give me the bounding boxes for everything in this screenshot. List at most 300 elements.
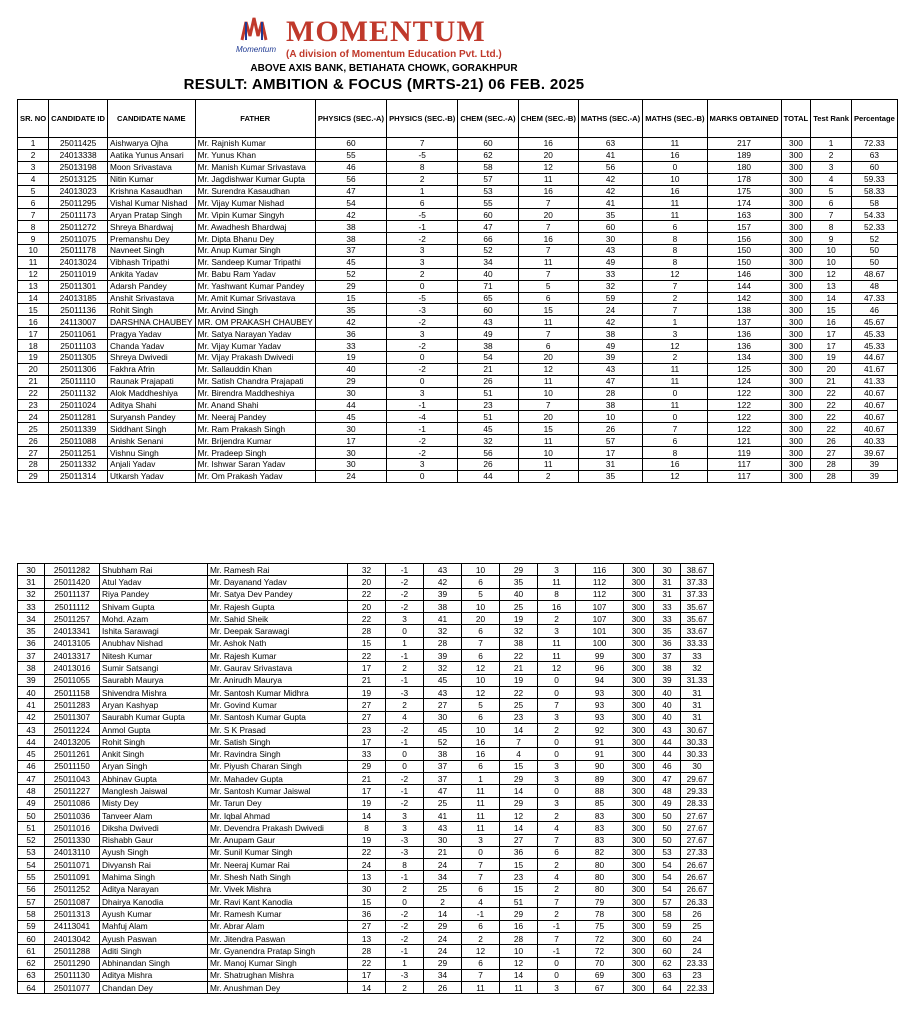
table-cell: 35 [18,625,45,637]
table-cell: 79 [576,896,624,908]
table-cell: 5 [18,185,49,197]
table-cell: 6 [643,435,707,447]
table-cell: Mr. Govind Kumar [208,699,348,711]
table-cell: 30.33 [681,748,714,760]
table-cell: 43 [578,363,642,375]
table-cell: 8 [348,822,386,834]
table-cell: 39 [424,650,462,662]
table-cell: 24013105 [45,637,100,649]
table-cell: 12 [462,945,500,957]
table-cell: 33.67 [681,625,714,637]
table-cell: 122 [707,387,781,399]
table-cell: 150 [707,245,781,257]
table-cell: 35 [578,209,642,221]
table-cell: 25011282 [45,564,100,576]
table-cell: 19 [811,352,852,364]
table-cell: 11 [643,138,707,150]
table-cell: Mr. Sallauddin Khan [195,363,315,375]
table-cell: 24013110 [45,846,100,858]
table-cell: -3 [386,686,424,698]
table-cell: 53 [18,846,45,858]
table-cell: Mr. Amit Kumar Srivastava [195,292,315,304]
table-cell: 3 [643,328,707,340]
table-cell: 47 [458,221,518,233]
table-cell: 30 [18,564,45,576]
table-cell: 26 [811,435,852,447]
table-cell: 43 [458,316,518,328]
table-cell: 62 [458,149,518,161]
table-cell: 63 [18,969,45,981]
table-cell: 6 [643,221,707,233]
table-cell: 31 [681,686,714,698]
table-cell: -5 [387,292,458,304]
table-cell: 80 [576,859,624,871]
table-row [18,932,714,944]
table-cell: 11 [462,785,500,797]
table-cell: Mr. Santosh Kumar Midhra [208,686,348,698]
table-cell: Adarsh Pandey [108,280,196,292]
table-cell: 300 [781,245,811,257]
table-cell: 30 [348,883,386,895]
table-cell: 25 [424,797,462,809]
table-cell: 26 [681,908,714,920]
table-cell: 36 [348,908,386,920]
table-row [18,304,898,316]
table-cell: 35 [500,576,538,588]
table-cell: 17 [811,328,852,340]
table-cell: 300 [781,470,811,482]
table-cell: 22.33 [681,982,714,994]
table-cell: 43 [18,723,45,735]
table-row [18,834,714,846]
table-cell: 1 [386,957,424,969]
table-cell: 20 [518,352,578,364]
table-row [18,957,714,969]
table-cell: 300 [624,920,654,932]
table-cell: 66 [458,233,518,245]
table-cell: 38 [578,399,642,411]
table-cell: -5 [387,209,458,221]
table-cell: 300 [781,399,811,411]
table-cell: 27 [424,699,462,711]
table-cell: 43 [578,245,642,257]
table-cell: 15 [348,637,386,649]
table-cell: 7 [518,328,578,340]
table-cell: 37 [18,650,45,662]
table-cell: 300 [781,268,811,280]
table-row [18,233,898,245]
table-cell: Fakhra Afrin [108,363,196,375]
table-cell: 3 [18,161,49,173]
table-cell: 39 [851,470,897,482]
table-cell: Aryan Singh [100,760,208,772]
table-cell: 3 [538,564,576,576]
table-cell: 55 [458,197,518,209]
table-cell: Mr. Vijay Kumar Yadav [195,340,315,352]
table-cell: 96 [576,662,624,674]
table-cell: 10 [462,564,500,576]
table-cell: 125 [707,363,781,375]
table-cell: 300 [624,662,654,674]
table-cell: 54 [315,197,386,209]
table-row [18,328,898,340]
table-cell: Mr. Brijendra Kumar [195,435,315,447]
table-cell: 5 [518,280,578,292]
col-header-maths-a: MATHS (SEC.-A) [578,100,642,138]
table-cell: 18 [18,340,49,352]
table-cell: 29 [424,957,462,969]
table-cell: 163 [707,209,781,221]
table-cell: 48 [18,785,45,797]
table-cell: 10 [518,447,578,459]
table-row [18,686,714,698]
table-cell: 300 [624,883,654,895]
table-cell: 6 [538,846,576,858]
table-cell: 80 [576,883,624,895]
table-cell: 22 [348,588,386,600]
table-cell: 14 [348,809,386,821]
table-cell: 31 [681,699,714,711]
table-cell: 11 [643,363,707,375]
table-row [18,809,714,821]
table-cell: 25011087 [45,896,100,908]
table-cell: 16 [811,316,852,328]
table-cell: 20 [811,363,852,375]
table-cell: 0 [538,748,576,760]
table-cell: 15 [500,859,538,871]
table-cell: 300 [624,982,654,994]
table-cell: 300 [781,435,811,447]
table-cell: 300 [781,375,811,387]
table-cell: 39 [851,459,897,471]
table-cell: 3 [538,711,576,723]
table-cell: -2 [386,600,424,612]
table-row [18,859,714,871]
table-cell: 14 [811,292,852,304]
table-cell: Mr. Deepak Sarawagi [208,625,348,637]
table-cell: 0 [386,748,424,760]
table-cell: 92 [576,723,624,735]
table-cell: 12 [643,340,707,352]
table-cell: 25011339 [49,423,108,435]
table-cell: 21 [811,375,852,387]
table-cell: Ayush Singh [100,846,208,858]
table-cell: 300 [624,846,654,858]
table-cell: -2 [386,797,424,809]
table-cell: 26 [424,982,462,994]
table-row [18,316,898,328]
table-cell: 57 [18,896,45,908]
table-cell: 21 [18,375,49,387]
table-row [18,723,714,735]
table-row [18,600,714,612]
table-cell: 300 [624,822,654,834]
table-cell: 26.67 [681,859,714,871]
table-cell: 24013024 [49,256,108,268]
table-cell: -1 [462,908,500,920]
table-cell: 300 [624,969,654,981]
table-cell: 42 [578,185,642,197]
table-cell: Aditi Singh [100,945,208,957]
table-cell: 60 [315,138,386,150]
table-cell: 3 [538,982,576,994]
table-cell: 63 [851,149,897,161]
table-cell: 25 [500,600,538,612]
table-cell: 7 [518,399,578,411]
table-cell: 15 [500,760,538,772]
table-cell: 50 [654,809,681,821]
table-cell: 30.67 [681,723,714,735]
table-cell: 25011252 [45,883,100,895]
table-cell: 42 [578,173,642,185]
table-cell: 15 [518,423,578,435]
table-cell: 30 [654,564,681,576]
table-cell: 25011224 [45,723,100,735]
table-cell: 25011288 [45,945,100,957]
table-cell: 156 [707,233,781,245]
table-cell: Suryansh Pandey [108,411,196,423]
col-header-marks-obtained: MARKS OBTAINED [707,100,781,138]
table-cell: 3 [538,797,576,809]
table-cell: 41 [424,613,462,625]
table-cell: 300 [781,411,811,423]
table-cell: 138 [707,304,781,316]
table-cell: Shubham Rai [100,564,208,576]
table-cell: 20 [518,209,578,221]
table-cell: Alok Maddheshiya [108,387,196,399]
table-cell: 58 [654,908,681,920]
table-cell: 36 [18,637,45,649]
col-header-chem-b: CHEM (SEC.-B) [518,100,578,138]
table-row [18,197,898,209]
table-cell: 4 [538,871,576,883]
table-cell: Mr. Rajesh Kumar [208,650,348,662]
table-cell: 107 [576,600,624,612]
table-cell: 6 [462,711,500,723]
table-cell: 23.33 [681,957,714,969]
table-cell: 137 [707,316,781,328]
table-cell: 25011071 [45,859,100,871]
col-header-total: TOTAL [781,100,811,138]
table-cell: 7 [538,699,576,711]
table-cell: 47 [315,185,386,197]
table-cell: 28 [348,945,386,957]
table-row [18,564,714,576]
table-cell: -2 [386,576,424,588]
table-cell: 22 [811,411,852,423]
table-cell: 43 [424,686,462,698]
table-cell: 63 [654,969,681,981]
table-cell: 29 [424,920,462,932]
table-cell: 23 [500,711,538,723]
table-cell: 0 [538,674,576,686]
table-cell: 24 [424,859,462,871]
table-cell: 7 [18,209,49,221]
table-cell: 58.33 [851,185,897,197]
table-cell: 28 [811,470,852,482]
table-cell: 0 [643,387,707,399]
table-cell: 25011330 [45,834,100,846]
table-cell: 54 [458,352,518,364]
table-cell: 26.67 [681,871,714,883]
table-row [18,185,898,197]
table-cell: 56 [315,173,386,185]
table-cell: 93 [576,686,624,698]
table-cell: 2 [387,173,458,185]
table-cell: 300 [624,797,654,809]
table-cell: Ayush Kumar [100,908,208,920]
table-cell: Mr. Dayanand Yadav [208,576,348,588]
table-cell: 45 [315,411,386,423]
table-cell: 8 [643,256,707,268]
table-cell: 22 [811,387,852,399]
table-cell: Mr. Devendra Prakash Dwivedi [208,822,348,834]
table-cell: 25011290 [45,957,100,969]
table-cell: 24013317 [45,650,100,662]
table-cell: 48 [654,785,681,797]
table-cell: Mr. Sahid Sheik [208,613,348,625]
table-cell: 0 [538,957,576,969]
table-cell: 0 [538,736,576,748]
table-cell: Chanda Yadav [108,340,196,352]
table-cell: 29 [315,375,386,387]
table-cell: -3 [386,846,424,858]
table-cell: 37.33 [681,576,714,588]
table-cell: Mr. Yunus Khan [195,149,315,161]
table-cell: Shivam Gupta [100,600,208,612]
table-row [18,773,714,785]
table-cell: 6 [462,957,500,969]
table-cell: 144 [707,280,781,292]
table-cell: Mr. Dipta Bhanu Dey [195,233,315,245]
table-cell: 24 [348,859,386,871]
table-cell: 25011306 [49,363,108,375]
table-cell: 60 [458,138,518,150]
table-cell: 80 [576,871,624,883]
table-cell: 24013205 [45,736,100,748]
table-cell: 2 [386,883,424,895]
table-cell: 12 [500,957,538,969]
table-cell: 54 [18,859,45,871]
table-cell: 33 [348,748,386,760]
table-cell: 38 [458,340,518,352]
table-cell: 32 [348,564,386,576]
table-cell: 25013125 [49,173,108,185]
table-cell: 41 [578,149,642,161]
table-cell: 0 [538,686,576,698]
table-cell: 16 [538,600,576,612]
table-cell: 15 [315,292,386,304]
table-cell: 25011110 [49,375,108,387]
table-cell: 8 [386,859,424,871]
table-cell: 31 [654,576,681,588]
table-cell: 10 [462,674,500,686]
table-cell: 24 [578,304,642,316]
table-cell: Moon Srivastava [108,161,196,173]
table-cell: Mr. Vijay Kumar Nishad [195,197,315,209]
table-cell: Anishk Senani [108,435,196,447]
table-cell: 24013042 [45,932,100,944]
table-cell: -1 [386,564,424,576]
table-cell: 300 [781,173,811,185]
table-row [18,399,898,411]
table-cell: 4 [538,822,576,834]
table-cell: 300 [624,600,654,612]
table-cell: -4 [387,411,458,423]
table-cell: 69 [576,969,624,981]
table-cell: 7 [643,423,707,435]
table-cell: 25011103 [49,340,108,352]
table-cell: 56 [458,447,518,459]
table-cell: 38 [18,662,45,674]
table-cell: Siddhant Singh [108,423,196,435]
table-cell: Mr. Ashok Nath [208,637,348,649]
table-cell: 300 [624,711,654,723]
table-cell: 23 [500,871,538,883]
table-cell: 175 [707,185,781,197]
table-cell: -3 [386,834,424,846]
table-cell: 33 [18,600,45,612]
table-cell: 15 [518,304,578,316]
table-cell: 7 [518,197,578,209]
table-cell: 44 [654,736,681,748]
table-cell: 7 [387,138,458,150]
table-cell: Mr. Shatrughan Mishra [208,969,348,981]
table-cell: 25011132 [49,387,108,399]
table-cell: Misty Dey [100,797,208,809]
table-cell: 45.33 [851,328,897,340]
table-cell: 41 [578,197,642,209]
table-cell: 0 [386,760,424,772]
table-cell: 40 [18,686,45,698]
table-cell: 300 [781,459,811,471]
table-cell: 42 [315,209,386,221]
col-header-sr-no: SR. NO [18,100,49,138]
table-cell: 82 [576,846,624,858]
table-cell: 19 [500,674,538,686]
table-cell: 8 [643,447,707,459]
table-cell: Aryan Kashyap [100,699,208,711]
table-cell: 59 [578,292,642,304]
table-cell: Ayush Paswan [100,932,208,944]
table-cell: 52 [851,233,897,245]
table-cell: 99 [576,650,624,662]
table-cell: 6 [462,650,500,662]
table-cell: 24113041 [45,920,100,932]
table-cell: 0 [538,785,576,797]
table-cell: Mr. Ravi Kant Kanodia [208,896,348,908]
table-cell: 93 [576,699,624,711]
table-cell: 300 [624,748,654,760]
table-cell: 47 [18,773,45,785]
table-cell: 25011055 [45,674,100,686]
table-cell: 11 [643,375,707,387]
table-cell: 300 [781,328,811,340]
table-cell: 22 [811,423,852,435]
table-cell: 38 [315,233,386,245]
table-cell: 0 [386,625,424,637]
table-cell: 45.67 [851,316,897,328]
table-cell: 40.67 [851,399,897,411]
table-cell: 7 [518,268,578,280]
table-cell: 112 [576,588,624,600]
table-cell: 15 [811,304,852,316]
table-cell: 52 [458,245,518,257]
table-cell: -1 [387,399,458,411]
table-cell: 35 [578,470,642,482]
table-cell: 35.67 [681,613,714,625]
table-cell: 300 [624,613,654,625]
